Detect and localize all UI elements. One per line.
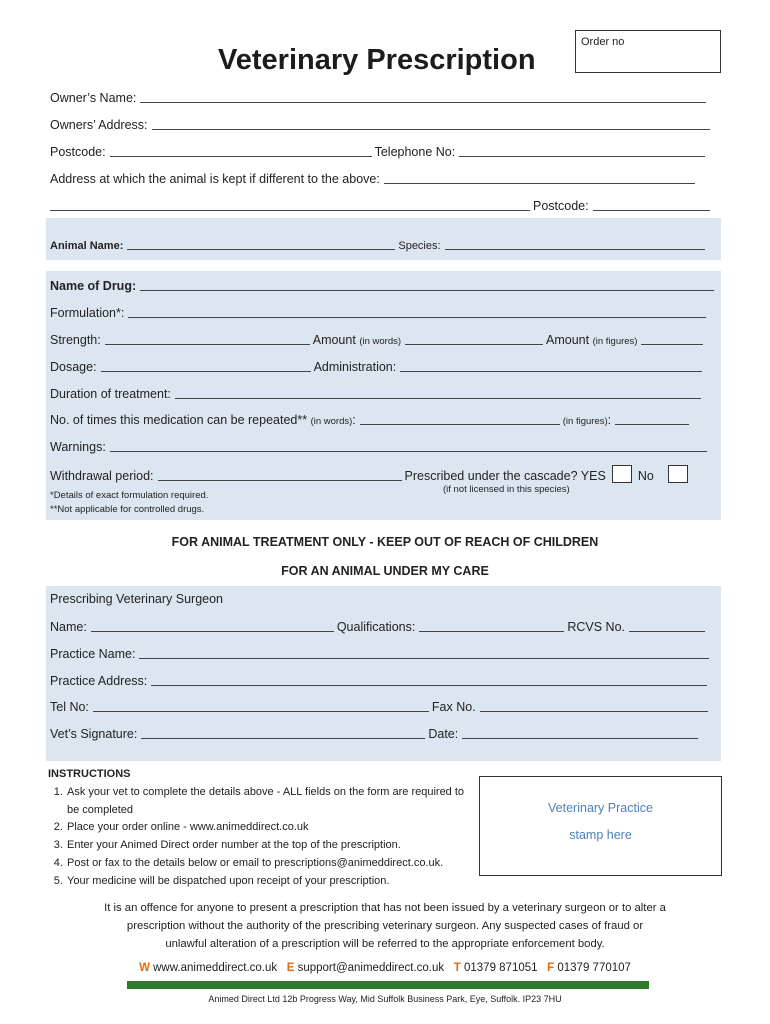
signature-row [50,725,701,741]
owner-name-field[interactable] [140,102,706,103]
repeat-row: No. of times this medication can be repeated** (in words) : (in figures) : [50,411,692,427]
email-key: E [286,962,295,974]
stamp-line-1: Veterinary Practice [548,801,653,815]
formulation-label: Formulation*: [50,306,125,320]
repeat-label: No. of times this medication can be repeated** [50,413,308,427]
animal-row [50,236,708,252]
drug-panel [46,271,721,520]
instructions [48,766,467,891]
amount-figures-field[interactable] [641,344,703,345]
fax-number: 01379 770107 [557,962,631,974]
signature-field[interactable] [141,738,425,739]
fax-field[interactable] [480,711,708,712]
rcvs-field[interactable] [629,631,705,632]
practice-name-label: Practice Name: [50,647,136,661]
postcode-row [50,143,708,159]
dosage-label: Dosage: [50,360,97,374]
vet-name-field[interactable] [91,631,334,632]
owner-address-label: Owners’ Address: [50,118,148,132]
website-link[interactable]: www.animeddirect.co.uk [153,962,278,974]
phone-key: T [453,962,461,974]
web-key: W [139,962,150,974]
warnings-label: Warnings: [50,440,106,454]
postcode2-label: Postcode: [533,199,589,213]
list-item: 1. Ask your vet to complete the details above - ALL fields on the form are required to be completed [66,784,467,820]
kept-address-row-2 [50,197,713,213]
date-label: Date: [428,727,459,741]
amount-words-field[interactable] [405,344,543,345]
order-number-field[interactable] [575,30,721,73]
species-field[interactable] [445,249,705,250]
qualifications-field[interactable] [419,631,564,632]
warnings-field[interactable] [110,451,707,452]
practice-address-field[interactable] [151,685,707,686]
strength-row [50,331,706,347]
warning-line-1: It is an offence for anyone to present a prescription that has not been issued by a veterinary surgeon or to alter a [104,902,666,914]
kept-address-row [50,170,698,186]
list-item: 2. Place your order online - www.animeddirect.co.uk [66,819,467,837]
telephone-label: Telephone No: [374,145,456,159]
page-title: Veterinary Prescription [218,44,536,76]
repeat-figures-note: (in figures) [562,416,608,427]
dosage-field[interactable] [101,371,311,372]
footer-address: Animed Direct Ltd 12b Progress Way, Mid Suffolk Business Park, Eye, Suffolk. IP23 7HU [208,994,562,1004]
amount-words-note: (in words) [359,336,402,347]
practice-name-field[interactable] [139,658,709,659]
dosage-row [50,358,705,374]
animal-name-field[interactable] [127,249,395,250]
list-item: 5. Your medicine will be dispatched upon receipt of your prescription. [66,873,467,891]
kept-address-field-2[interactable] [50,210,530,211]
strength-field[interactable] [105,344,310,345]
footer-divider [127,981,649,989]
amount-figures-note: (in figures) [592,336,638,347]
cascade-no-checkbox[interactable] [668,465,688,483]
vet-section-label: Prescribing Veterinary Surgeon [50,592,224,606]
list-item: 3. Enter your Animed Direct order number at the top of the prescription. [66,837,467,855]
owner-address-field[interactable] [152,129,710,130]
contact-line [0,962,770,974]
practice-name-row [50,645,712,661]
footnote-controlled: **Not applicable for controlled drugs. [50,504,205,515]
drug-name-row [50,277,717,293]
tel-label: Tel No: [50,700,89,714]
cascade-yes-checkbox[interactable] [612,465,632,483]
stamp-line-2: stamp here [569,828,632,842]
instructions-heading: INSTRUCTIONS [48,768,131,780]
notice-under-my-care: FOR AN ANIMAL UNDER MY CARE [281,564,489,578]
phone-number: 01379 871051 [463,962,538,974]
duration-label: Duration of treatment: [50,387,171,401]
date-field[interactable] [462,738,698,739]
owner-name-row [50,89,709,105]
postcode-field[interactable] [110,156,372,157]
duration-row [50,385,704,401]
order-number-label: Order no [581,36,625,48]
cascade-no-label: No [637,469,654,483]
offence-warning [0,899,770,953]
withdrawal-row [50,463,694,483]
qualifications-label: Qualifications: [336,620,416,634]
owner-address-row [50,116,713,132]
amount-figures-label: Amount [546,333,590,347]
kept-address-field[interactable] [384,183,695,184]
fax-key: F [547,962,555,974]
formulation-row [50,304,709,320]
rcvs-label: RCVS No. [567,620,625,634]
instructions-list [48,784,467,891]
administration-label: Administration: [313,360,397,374]
vet-panel [46,586,721,761]
repeat-words-note: (in words) [310,416,353,427]
practice-address-row [50,672,710,688]
telephone-field[interactable] [459,156,705,157]
amount-words-label: Amount [312,333,356,347]
postcode2-field[interactable] [593,210,710,211]
administration-field[interactable] [400,371,702,372]
formulation-field[interactable] [128,317,706,318]
repeat-words-field[interactable] [360,424,560,425]
withdrawal-field[interactable] [158,480,402,481]
vet-name-row [50,618,708,634]
postcode-label: Postcode: [50,145,106,159]
warning-line-3: unlawful alteration of a prescription will be referred to the appropriate enforcement body. [165,938,605,950]
footnote-formulation: *Details of exact formulation required. [50,490,209,501]
animal-name-label: Animal Name: [50,240,124,252]
vet-name-label: Name: [50,620,87,634]
drug-name-field[interactable] [140,290,714,291]
owner-name-label: Owner’s Name: [50,91,137,105]
species-label: Species: [398,240,441,252]
animal-panel [46,218,721,260]
repeat-figures-field[interactable] [615,424,689,425]
tel-field[interactable] [93,711,429,712]
warning-line-2: prescription without the authority of the prescribing veterinary surgeon. Any suspected cases of fraud or [126,920,644,932]
fax-label: Fax No. [431,700,476,714]
drug-name-label: Name of Drug: [50,279,137,293]
tel-fax-row [50,698,711,714]
cascade-note: (if not licensed in this species) [443,484,570,495]
duration-field[interactable] [175,398,701,399]
notice-treatment-only: FOR ANIMAL TREATMENT ONLY - KEEP OUT OF REACH OF CHILDREN [171,535,599,549]
practice-stamp-box [479,776,722,876]
cascade-label: Prescribed under the cascade? YES [404,469,606,483]
withdrawal-label: Withdrawal period: [50,469,154,483]
kept-address-label: Address at which the animal is kept if different to the above: [50,172,380,186]
warnings-row [50,438,710,454]
signature-label: Vet’s Signature: [50,727,138,741]
strength-label: Strength: [50,333,101,347]
list-item: 4. Post or fax to the details below or email to prescriptions@animeddirect.co.uk. [66,855,467,873]
practice-address-label: Practice Address: [50,674,148,688]
email-link[interactable]: support@animeddirect.co.uk [297,962,445,974]
